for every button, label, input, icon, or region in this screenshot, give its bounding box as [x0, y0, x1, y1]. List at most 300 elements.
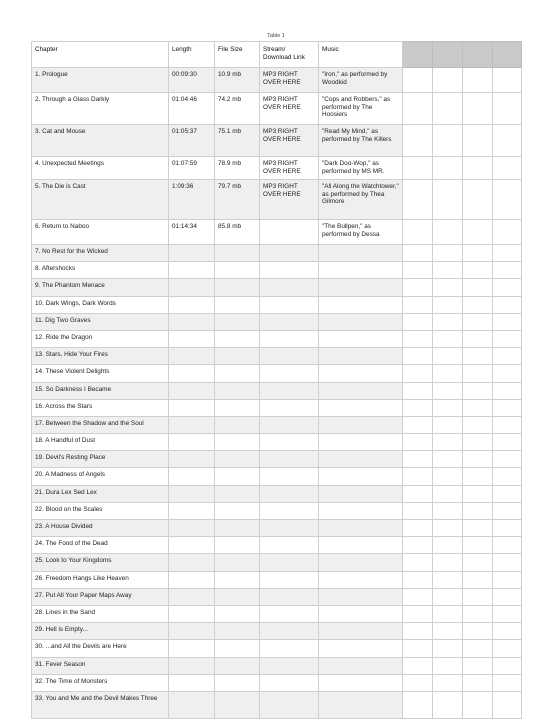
- length-cell: 01:07:59: [169, 157, 215, 180]
- length-cell: 1:09:36: [169, 180, 215, 220]
- file-size-cell: [215, 657, 260, 674]
- extra-cell-1: [403, 434, 433, 451]
- extra-cell-3: [463, 588, 493, 605]
- length-cell: [169, 279, 215, 296]
- header-extra-4: [493, 42, 522, 68]
- extra-cell-3: [463, 330, 493, 347]
- length-cell: [169, 502, 215, 519]
- table-row: [32, 365, 522, 382]
- stream-link-cell: [260, 485, 319, 502]
- chapter-cell: 30. ...and All the Devils are Here: [32, 640, 169, 657]
- extra-cell-1: [403, 674, 433, 691]
- extra-cell-4: [493, 262, 522, 279]
- length-cell: 01:05:37: [169, 125, 215, 157]
- header-row: [32, 42, 522, 68]
- table-row: [32, 554, 522, 571]
- extra-cell-2: [433, 674, 463, 691]
- stream-link-cell: [260, 674, 319, 691]
- music-cell: [319, 296, 403, 313]
- length-cell: [169, 382, 215, 399]
- extra-cell-3: [463, 434, 493, 451]
- extra-cell-4: [493, 296, 522, 313]
- table-row: [32, 640, 522, 657]
- extra-cell-3: [463, 382, 493, 399]
- length-cell: [169, 674, 215, 691]
- stream-link-cell: [260, 502, 319, 519]
- extra-cell-3: [463, 416, 493, 433]
- length-cell: [169, 468, 215, 485]
- chapter-cell: 31. Fever Season: [32, 657, 169, 674]
- extra-cell-3: [463, 468, 493, 485]
- header-chapter: Chapter: [32, 42, 169, 68]
- stream-link-cell: [260, 468, 319, 485]
- length-cell: [169, 657, 215, 674]
- stream-link-cell: [260, 571, 319, 588]
- length-cell: [169, 416, 215, 433]
- extra-cell-2: [433, 93, 463, 125]
- extra-cell-1: [403, 330, 433, 347]
- music-cell: [319, 382, 403, 399]
- length-cell: [169, 330, 215, 347]
- extra-cell-4: [493, 279, 522, 296]
- extra-cell-2: [433, 180, 463, 220]
- extra-cell-3: [463, 674, 493, 691]
- extra-cell-1: [403, 537, 433, 554]
- extra-cell-2: [433, 485, 463, 502]
- extra-cell-1: [403, 605, 433, 622]
- extra-cell-2: [433, 382, 463, 399]
- table-row: [32, 399, 522, 416]
- extra-cell-2: [433, 537, 463, 554]
- stream-link-cell[interactable]: MP3 RIGHT OVER HERE: [260, 180, 319, 220]
- extra-cell-4: [493, 605, 522, 622]
- table-row: [32, 382, 522, 399]
- table-row: [32, 262, 522, 279]
- music-cell: [319, 365, 403, 382]
- file-size-cell: 85.8 mb: [215, 220, 260, 245]
- music-cell: [319, 468, 403, 485]
- extra-cell-1: [403, 451, 433, 468]
- stream-link-cell: [260, 691, 319, 718]
- stream-link-cell: [260, 296, 319, 313]
- stream-link-cell: [260, 554, 319, 571]
- extra-cell-3: [463, 451, 493, 468]
- header-extra-2: [433, 42, 463, 68]
- extra-cell-2: [433, 451, 463, 468]
- extra-cell-4: [493, 313, 522, 330]
- table-row: [32, 485, 522, 502]
- extra-cell-4: [493, 157, 522, 180]
- stream-link-cell: [260, 537, 319, 554]
- table-row: [32, 416, 522, 433]
- stream-link-cell: [260, 262, 319, 279]
- extra-cell-4: [493, 657, 522, 674]
- music-cell: [319, 623, 403, 640]
- length-cell: [169, 296, 215, 313]
- table-row: [32, 434, 522, 451]
- length-cell: [169, 399, 215, 416]
- extra-cell-1: [403, 554, 433, 571]
- extra-cell-1: [403, 571, 433, 588]
- length-cell: 00:09:30: [169, 68, 215, 93]
- extra-cell-2: [433, 296, 463, 313]
- extra-cell-3: [463, 623, 493, 640]
- music-cell: [319, 313, 403, 330]
- header-extra-1: [403, 42, 433, 68]
- chapter-table: [31, 41, 522, 719]
- file-size-cell: [215, 279, 260, 296]
- extra-cell-1: [403, 296, 433, 313]
- extra-cell-1: [403, 502, 433, 519]
- stream-link-cell: [260, 220, 319, 245]
- chapter-cell: 8. Aftershocks: [32, 262, 169, 279]
- file-size-cell: [215, 554, 260, 571]
- file-size-cell: [215, 691, 260, 718]
- music-cell: [319, 691, 403, 718]
- extra-cell-3: [463, 365, 493, 382]
- extra-cell-1: [403, 365, 433, 382]
- chapter-cell: 2. Through a Glass Darkly: [32, 93, 169, 125]
- music-cell: [319, 434, 403, 451]
- extra-cell-4: [493, 399, 522, 416]
- extra-cell-3: [463, 571, 493, 588]
- music-cell: [319, 485, 403, 502]
- extra-cell-3: [463, 93, 493, 125]
- extra-cell-2: [433, 640, 463, 657]
- music-cell: [319, 279, 403, 296]
- table-row: [32, 657, 522, 674]
- chapter-cell: 3. Cat and Mouse: [32, 125, 169, 157]
- extra-cell-2: [433, 330, 463, 347]
- extra-cell-4: [493, 365, 522, 382]
- chapter-cell: 17. Between the Shadow and the Soul: [32, 416, 169, 433]
- file-size-cell: [215, 399, 260, 416]
- length-cell: [169, 348, 215, 365]
- extra-cell-1: [403, 399, 433, 416]
- table-row: [32, 588, 522, 605]
- chapter-cell: 14. These Violent Delights: [32, 365, 169, 382]
- table-row: [32, 502, 522, 519]
- extra-cell-3: [463, 348, 493, 365]
- extra-cell-1: [403, 245, 433, 262]
- length-cell: [169, 365, 215, 382]
- chapter-cell: 9. The Phantom Menace: [32, 279, 169, 296]
- extra-cell-2: [433, 348, 463, 365]
- length-cell: [169, 605, 215, 622]
- music-cell: [319, 245, 403, 262]
- extra-cell-3: [463, 296, 493, 313]
- music-cell: [319, 348, 403, 365]
- chapter-cell: 29. Hell is Empty...: [32, 623, 169, 640]
- file-size-cell: [215, 537, 260, 554]
- file-size-cell: [215, 365, 260, 382]
- extra-cell-1: [403, 382, 433, 399]
- chapter-cell: 7. No Rest for the Wicked: [32, 245, 169, 262]
- extra-cell-1: [403, 262, 433, 279]
- extra-cell-2: [433, 220, 463, 245]
- length-cell: [169, 640, 215, 657]
- chapter-cell: 21. Dura Lex Sed Lex: [32, 485, 169, 502]
- extra-cell-4: [493, 554, 522, 571]
- file-size-cell: [215, 416, 260, 433]
- extra-cell-4: [493, 588, 522, 605]
- length-cell: [169, 313, 215, 330]
- extra-cell-1: [403, 468, 433, 485]
- extra-cell-1: [403, 348, 433, 365]
- chapter-cell: 11. Dig Two Graves: [32, 313, 169, 330]
- table-row: [32, 520, 522, 537]
- length-cell: [169, 520, 215, 537]
- file-size-cell: [215, 348, 260, 365]
- file-size-cell: 78.9 mb: [215, 157, 260, 180]
- file-size-cell: [215, 330, 260, 347]
- extra-cell-1: [403, 180, 433, 220]
- extra-cell-1: [403, 220, 433, 245]
- length-cell: [169, 245, 215, 262]
- music-cell: [319, 502, 403, 519]
- chapter-cell: 15. So Darkness I Became: [32, 382, 169, 399]
- extra-cell-2: [433, 468, 463, 485]
- extra-cell-1: [403, 93, 433, 125]
- extra-cell-3: [463, 485, 493, 502]
- chapter-cell: 25. Look to Your Kingdoms: [32, 554, 169, 571]
- table-row: [32, 93, 522, 125]
- chapter-cell: 18. A Handful of Dust: [32, 434, 169, 451]
- table-row: [32, 537, 522, 554]
- extra-cell-2: [433, 605, 463, 622]
- stream-link-cell: [260, 330, 319, 347]
- music-cell: "Cops and Robbers," as performed by The Hoosiers: [319, 93, 403, 125]
- extra-cell-1: [403, 640, 433, 657]
- extra-cell-2: [433, 502, 463, 519]
- extra-cell-3: [463, 520, 493, 537]
- file-size-cell: [215, 485, 260, 502]
- length-cell: [169, 434, 215, 451]
- extra-cell-4: [493, 220, 522, 245]
- stream-link-cell: [260, 451, 319, 468]
- extra-cell-3: [463, 157, 493, 180]
- extra-cell-1: [403, 657, 433, 674]
- extra-cell-3: [463, 125, 493, 157]
- extra-cell-2: [433, 365, 463, 382]
- table-row: [32, 220, 522, 245]
- extra-cell-3: [463, 313, 493, 330]
- table-row: [32, 125, 522, 157]
- extra-cell-2: [433, 399, 463, 416]
- table-row: [32, 468, 522, 485]
- extra-cell-4: [493, 416, 522, 433]
- extra-cell-3: [463, 605, 493, 622]
- extra-cell-4: [493, 180, 522, 220]
- chapter-cell: 28. Lines in the Sand: [32, 605, 169, 622]
- extra-cell-4: [493, 434, 522, 451]
- table-row: [32, 245, 522, 262]
- stream-link-cell: [260, 657, 319, 674]
- extra-cell-3: [463, 220, 493, 245]
- stream-link-cell[interactable]: MP3 RIGHT OVER HERE: [260, 93, 319, 125]
- stream-link-cell: [260, 623, 319, 640]
- extra-cell-4: [493, 348, 522, 365]
- extra-cell-3: [463, 502, 493, 519]
- extra-cell-4: [493, 571, 522, 588]
- extra-cell-4: [493, 93, 522, 125]
- extra-cell-2: [433, 554, 463, 571]
- extra-cell-2: [433, 623, 463, 640]
- extra-cell-1: [403, 313, 433, 330]
- chapter-cell: 24. The Food of the Dead: [32, 537, 169, 554]
- file-size-cell: [215, 451, 260, 468]
- stream-link-cell: [260, 365, 319, 382]
- music-cell: [319, 399, 403, 416]
- stream-link-cell[interactable]: MP3 RIGHT OVER HERE: [260, 125, 319, 157]
- music-cell: [319, 605, 403, 622]
- extra-cell-4: [493, 451, 522, 468]
- extra-cell-2: [433, 125, 463, 157]
- chapter-cell: 16. Across the Stars: [32, 399, 169, 416]
- stream-link-cell: [260, 348, 319, 365]
- table-row: [32, 313, 522, 330]
- music-cell: [319, 520, 403, 537]
- table-row: [32, 348, 522, 365]
- file-size-cell: 10.9 mb: [215, 68, 260, 93]
- table-row: [32, 296, 522, 313]
- extra-cell-2: [433, 279, 463, 296]
- table-caption: Table 1: [267, 33, 285, 39]
- stream-link-cell[interactable]: MP3 RIGHT OVER HERE: [260, 157, 319, 180]
- extra-cell-2: [433, 657, 463, 674]
- length-cell: [169, 485, 215, 502]
- file-size-cell: [215, 605, 260, 622]
- length-cell: [169, 262, 215, 279]
- extra-cell-2: [433, 157, 463, 180]
- length-cell: 01:04:46: [169, 93, 215, 125]
- header-extra-3: [463, 42, 493, 68]
- stream-link-cell: [260, 416, 319, 433]
- header-file-size: File Size: [215, 42, 260, 68]
- chapter-cell: 5. The Die is Cast: [32, 180, 169, 220]
- extra-cell-1: [403, 68, 433, 93]
- extra-cell-4: [493, 485, 522, 502]
- length-cell: [169, 691, 215, 718]
- extra-cell-2: [433, 245, 463, 262]
- extra-cell-4: [493, 125, 522, 157]
- chapter-cell: 23. A House Divided: [32, 520, 169, 537]
- extra-cell-4: [493, 468, 522, 485]
- chapter-cell: 27. Put All Your Paper Maps Away: [32, 588, 169, 605]
- extra-cell-4: [493, 68, 522, 93]
- music-cell: "Dark Doo-Wop," as performed by MS MR.: [319, 157, 403, 180]
- table-row: [32, 279, 522, 296]
- chapter-cell: 22. Blood on the Scales: [32, 502, 169, 519]
- extra-cell-1: [403, 279, 433, 296]
- extra-cell-1: [403, 485, 433, 502]
- chapter-cell: 13. Stars, Hide Your Fires: [32, 348, 169, 365]
- extra-cell-1: [403, 691, 433, 718]
- extra-cell-2: [433, 571, 463, 588]
- music-cell: [319, 571, 403, 588]
- length-cell: [169, 554, 215, 571]
- chapter-cell: 32. The Time of Monsters: [32, 674, 169, 691]
- extra-cell-3: [463, 657, 493, 674]
- stream-link-cell: [260, 245, 319, 262]
- chapter-cell: 26. Freedom Hangs Like Heaven: [32, 571, 169, 588]
- extra-cell-1: [403, 157, 433, 180]
- file-size-cell: [215, 434, 260, 451]
- stream-link-cell: [260, 434, 319, 451]
- file-size-cell: [215, 588, 260, 605]
- chapter-cell: 4. Unexpected Meetings: [32, 157, 169, 180]
- table-row: [32, 623, 522, 640]
- table-row: [32, 157, 522, 180]
- extra-cell-4: [493, 640, 522, 657]
- music-cell: [319, 674, 403, 691]
- file-size-cell: [215, 262, 260, 279]
- extra-cell-4: [493, 623, 522, 640]
- music-cell: [319, 657, 403, 674]
- chapter-cell: 19. Devil's Resting Place: [32, 451, 169, 468]
- extra-cell-2: [433, 588, 463, 605]
- music-cell: [319, 588, 403, 605]
- chapter-cell: 33. You and Me and the Devil Makes Three: [32, 691, 169, 718]
- table-row: [32, 180, 522, 220]
- file-size-cell: [215, 520, 260, 537]
- extra-cell-3: [463, 262, 493, 279]
- chapter-cell: 1. Prologue: [32, 68, 169, 93]
- stream-link-cell: [260, 588, 319, 605]
- stream-link-cell: [260, 279, 319, 296]
- extra-cell-3: [463, 691, 493, 718]
- file-size-cell: 75.1 mb: [215, 125, 260, 157]
- file-size-cell: [215, 502, 260, 519]
- extra-cell-4: [493, 674, 522, 691]
- header-music: Music: [319, 42, 403, 68]
- extra-cell-2: [433, 262, 463, 279]
- music-cell: "Read My Mind," as performed by The Killers: [319, 125, 403, 157]
- file-size-cell: [215, 296, 260, 313]
- music-cell: [319, 451, 403, 468]
- extra-cell-4: [493, 691, 522, 718]
- stream-link-cell[interactable]: MP3 RIGHT OVER HERE: [260, 68, 319, 93]
- chapter-cell: 10. Dark Wings, Dark Words: [32, 296, 169, 313]
- extra-cell-1: [403, 125, 433, 157]
- extra-cell-3: [463, 68, 493, 93]
- extra-cell-1: [403, 520, 433, 537]
- extra-cell-3: [463, 640, 493, 657]
- file-size-cell: [215, 674, 260, 691]
- extra-cell-4: [493, 330, 522, 347]
- stream-link-cell: [260, 605, 319, 622]
- table-body: [32, 68, 522, 719]
- music-cell: "Iron," as performed by Woodkid: [319, 68, 403, 93]
- length-cell: [169, 537, 215, 554]
- music-cell: [319, 416, 403, 433]
- table-row: [32, 571, 522, 588]
- extra-cell-3: [463, 279, 493, 296]
- extra-cell-1: [403, 416, 433, 433]
- extra-cell-3: [463, 399, 493, 416]
- file-size-cell: [215, 640, 260, 657]
- extra-cell-1: [403, 588, 433, 605]
- extra-cell-2: [433, 313, 463, 330]
- extra-cell-4: [493, 245, 522, 262]
- music-cell: "The Bullpen," as performed by Dessa: [319, 220, 403, 245]
- music-cell: [319, 537, 403, 554]
- extra-cell-2: [433, 520, 463, 537]
- length-cell: 01:14:34: [169, 220, 215, 245]
- header-length: Length: [169, 42, 215, 68]
- extra-cell-2: [433, 68, 463, 93]
- header-stream-link: Stream/ Download Link: [260, 42, 319, 68]
